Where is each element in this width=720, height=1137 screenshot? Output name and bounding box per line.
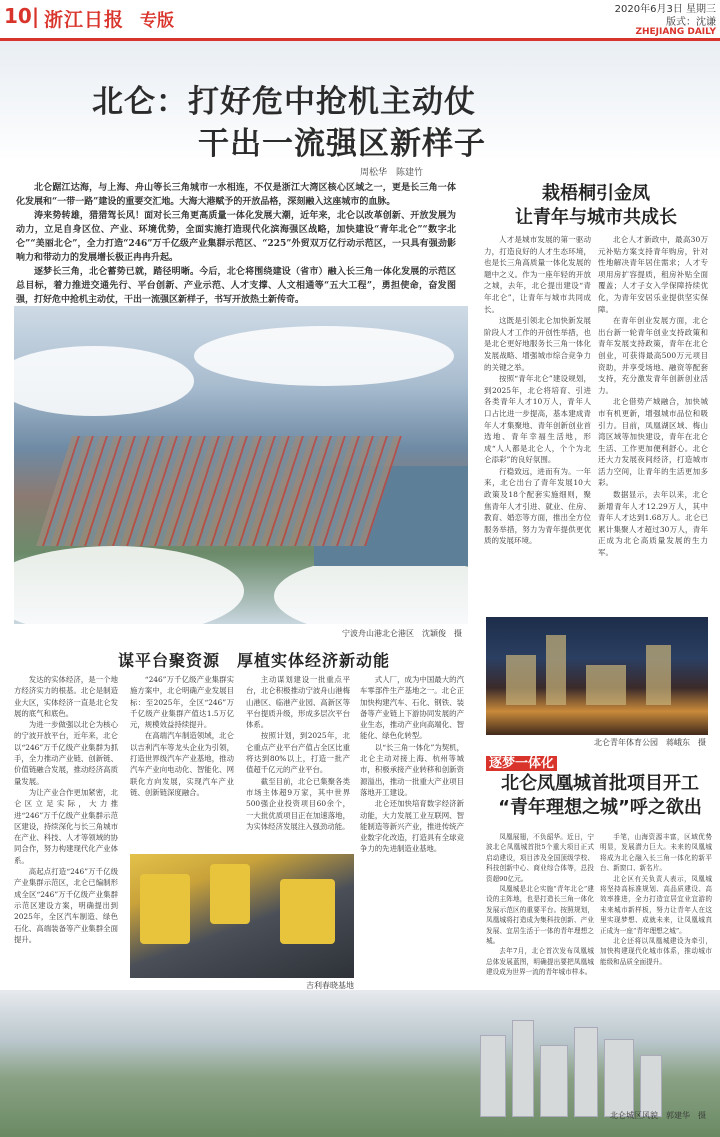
paragraph: 北仑借势产城融合，加快城市有机更新，增强城市品位和吸引力。目前，凤凰湖区域、梅山湾区域等加快建设，青年在北仑生活、工作更加便利舒心。北仑还大力发展夜间经济，打造城市活力空间，让青年的生活更加多彩。 [598, 397, 708, 488]
paper-name: 浙江日报 [44, 9, 125, 31]
paragraph: 按照“青年北仑”建设规划，到2025年，北仑将培育、引进各类青年人才10万人，青年人口占比进一步提高，基本建成青年人才集聚地、青年创新创业首选地、青年幸福生活地，形成“人人都是北仑人，个个为北仑添彩”的良好氛围。 [484, 374, 591, 465]
middle-column-1 [14, 674, 118, 974]
paragraph: 式人厂，成为中国最大的汽车零部件生产基地之一。北仑正加快构建汽车、石化、钢铁、装备等产业链上下游协同发展的产业生态，推动产业向高端化、智能化、绿色化转型。 [360, 675, 464, 741]
middle-column-4 [360, 674, 464, 974]
paragraph: 为让产业合作更加紧密，北仑区立足实际，大力推进“246”万千亿级产业集群示范区建设，持续深化与长三角城市在产业、科技、人才等领域的协同合作，努力构建现代化产业体系。 [14, 787, 118, 865]
lead-paragraph: 北仑踞江达海，与上海、舟山等长三角城市一水相连，不仅是浙江大湾区核心区域之一，更是长三角一体化发展和“一带一路”建设的重要交汇地。大海大港赋予的开放品格，深刻融入这座城市的血脉。 [16, 183, 456, 207]
skyline-photo-caption: 北仑城区风貌 郭建华 摄 [610, 1111, 706, 1120]
edition-info: 版式：沈谦 [666, 17, 716, 28]
right-bottom-title [486, 772, 714, 820]
lead-paragraph: 逐梦长三角，北仑蓄势已就，踏径明晰。今后，北仑将围绕建设（省市）融入长三角一体化发展的示范区总目标，着力推进交通先行、平台创新、产业示范、人才支撑、人文相通等“五大工程”，勇担使命，奋发图强，打好危中抢机主动仗，干出一流强区新样子，书写开放热土新传奇。 [16, 267, 456, 305]
paragraph: 北仑区有关负责人表示，凤凰城将坚持高标准规划、高品质建设、高效率推进，全力打造宜居宜业宜游的未来城市新样板，努力让青年人在这里实现梦想、成就未来，让凤凰城真正成为一座“青年理想之城”。 [600, 874, 712, 935]
main-headline-line-2: 干出一流强区新样子 [198, 126, 486, 162]
right-article-column-2 [598, 234, 708, 606]
paragraph: 这既是引领北仑加快新发展阶段人才工作的开创性举措，也是北仑更好地服务长三角一体化发展战略、增强城市综合竞争力的关键之举。 [484, 316, 591, 372]
right-title-line-1: 栽梧桐引金凤 [542, 183, 650, 204]
paragraph: 去年7月，北仑首次发布凤凰城总体发展蓝图，明确提出要把凤凰城建设成为世界一流的青年城市样本。 [486, 947, 594, 977]
paragraph: 按照计划，到2025年，北仑重点产业平台产值占全区比重将达到80%以上，打造一批产值超千亿元的产业平台。 [246, 731, 350, 775]
paragraph: 在青年创业发展方面，北仑出台新一轮青年创业支持政策和青年发展支持政策，青年在北仑创业，可获得最高500万元项目资助，并享受场地、融资等配套支持，充分激发青年创新创业活力。 [598, 316, 708, 395]
paragraph: “246”万千亿级产业集群实施方案中，北仑明确产业发展目标：至2025年，全区“246”万千亿级产业集群产值达1.5万亿元，规模效益持续提升。 [130, 675, 234, 730]
paragraph: 行稳致远，进而有为。一年来，北仑出台了青年发展10大政策及18个配套实施细则，聚焦青年人才引进、就业、住房、教育、婚恋等方面，推出全方位服务举措，努力为青年提供更优质的发展环境。 [484, 466, 591, 546]
section-name: 专版 [140, 11, 174, 31]
paragraph: 数据显示，去年以来，北仑新增青年人才12.29万人，其中青年人才达到1.68万人。北仑已累计集聚人才超过30万人，青年正成为北仑高质量发展的生力军。 [598, 490, 708, 558]
lead-article [16, 181, 456, 307]
section-tag-label: 逐梦一体化 [486, 756, 557, 771]
factory-photo-caption: 吉利春晓基地 [306, 981, 354, 990]
date-line [615, 3, 716, 29]
byline: 周松华 陈建竹 [360, 168, 424, 178]
paper-name-en: ZHEJIANG DAILY [635, 27, 716, 37]
paragraph: 凤凰展翅，不负韶华。近日，宁波北仑凤凰城首批5个重大项目正式启动建设，项目涉及全国顶级学校、科技创新中心、商业综合体等，总投资超90亿元。 [486, 833, 594, 883]
paragraph: 北仑还加快培育数字经济新动能，大力发展工业互联网、智能制造等新兴产业，推进传统产业数字化改造，打造具有全球竞争力的先进制造业基地。 [360, 799, 464, 854]
port-photo [14, 306, 468, 624]
main-headline-line-1: 北仑：打好危中抢机主动仗 [92, 84, 476, 120]
night-city-photo [486, 617, 708, 735]
right-article-title [480, 182, 712, 230]
paragraph: 北仑还将以凤凰城建设为牵引，加快构建现代化城市体系，推动城市能级和品质全面提升。 [600, 937, 712, 966]
paragraph: 北仑人才新政中，最高30万元补贴方案支持青年购房，针对性地解决青年居住需求；人才专项用房扩容提质，租房补贴全面覆盖；人才子女入学保障持续优化，为青年安居乐业提供坚实保障。 [598, 235, 708, 314]
publish-date: 2020年6月3日 星期三 [614, 4, 716, 15]
right-bottom-title-line-1: 北仑凤凰城首批项目开工 [501, 773, 699, 794]
middle-column-3 [246, 674, 350, 850]
right-bottom-title-line-2: “青年理想之城”呼之欲出 [498, 797, 702, 818]
paragraph: 人才是城市发展的第一驱动力，打造良好的人才生态环境，也是长三角高质量一体化发展的题中之义。作为一座年轻的开放之城，去年，北仑提出建设“青年北仑”，让青年与城市共同成长。 [484, 235, 591, 314]
page-number: 10| [4, 4, 40, 28]
masthead [0, 0, 720, 40]
paragraph: 截至目前，北仑已集聚各类市场主体超9万家，其中世界500强企业投资项目60余个，一大批优质项目正在加速落地，为实体经济发展注入强劲动能。 [246, 776, 350, 831]
paragraph: 凤凰城是北仑实施“青年北仑”建设的主阵地，也是打造长三角一体化发展示范区的重要平台。按照规划，凤凰城将打造成为集科技创新、产业发展、宜居生活于一体的青年理想之城。 [486, 885, 594, 946]
middle-section-title: 谋平台聚资源 厚植实体经济新动能 [118, 651, 391, 670]
paragraph: 以“长三角一体化”为契机，北仑主动对接上海、杭州等城市，积极承接产业转移和创新资源溢出，推动一批重大产业项目落地开工建设。 [360, 742, 464, 797]
right-title-line-2: 让青年与城市共成长 [515, 207, 677, 228]
paragraph: 主动谋划建设一批重点平台，北仑积极推动宁波舟山港梅山港区、临港产业园、高新区等平台提质升级，形成多层次平台体系。 [246, 675, 350, 730]
paragraph: 发达的实体经济，是一个地方经济实力的根基。北仑是制造业大区，实体经济一直是北仑发展的底气和底色。 [14, 675, 118, 718]
lead-paragraph: 涛来势转雄，猎猎驾长风！面对长三角更高质量一体化发展大潮，近年来，北仑以改革创新、开放发展为动力，立足自身区位、产业、环境优势，全面实施打造现代化滨海强区战略，加快建设“青年北仑”“数字北仑”“美丽北仑”，全力打造“246”万千亿级产业集群示范区、“225”外贸双万亿行动示范区，一只具有强劲影响力和带动力的发展增长极正冉冉升起。 [16, 211, 456, 263]
port-photo-caption: 宁波舟山港北仑港区 沈穎俊 摄 [342, 629, 462, 638]
paragraph: 在高端汽车制造领域，北仑以吉利汽车等龙头企业为引领，打造世界级汽车产业基地，推动汽车产业向电动化、智能化、网联化方向发展，实现汽车产业链、创新链深度融合。 [130, 731, 234, 797]
paragraph: 为进一步做强以北仑为核心的宁波开放平台，近年来，北仑以“246”万千亿级产业集群为抓手，全力推动产业链、创新链、价值链融合发展，推动经济高质量发展。 [14, 720, 118, 786]
paragraph: 高起点打造“246”万千亿级产业集群示范区，北仑已编制形成全区“246”万千亿级产业集群示范区建设方案，明确提出到2025年，全区汽车制造、绿色石化、高端装备等产业集群全面提升。 [14, 867, 118, 944]
factory-photo [130, 854, 354, 978]
paragraph: 手笔，山海资源丰富，区域优势明显，发展潜力巨大。未来的凤凰城将成为北仑融入长三角一体化的新平台、新窗口、新名片。 [600, 833, 712, 873]
middle-column-2 [130, 674, 234, 850]
right-article-column-1 [484, 234, 591, 606]
night-photo-caption: 北仑青年体育公园 蒋峨东 摄 [594, 738, 706, 747]
section-tag [486, 752, 557, 771]
